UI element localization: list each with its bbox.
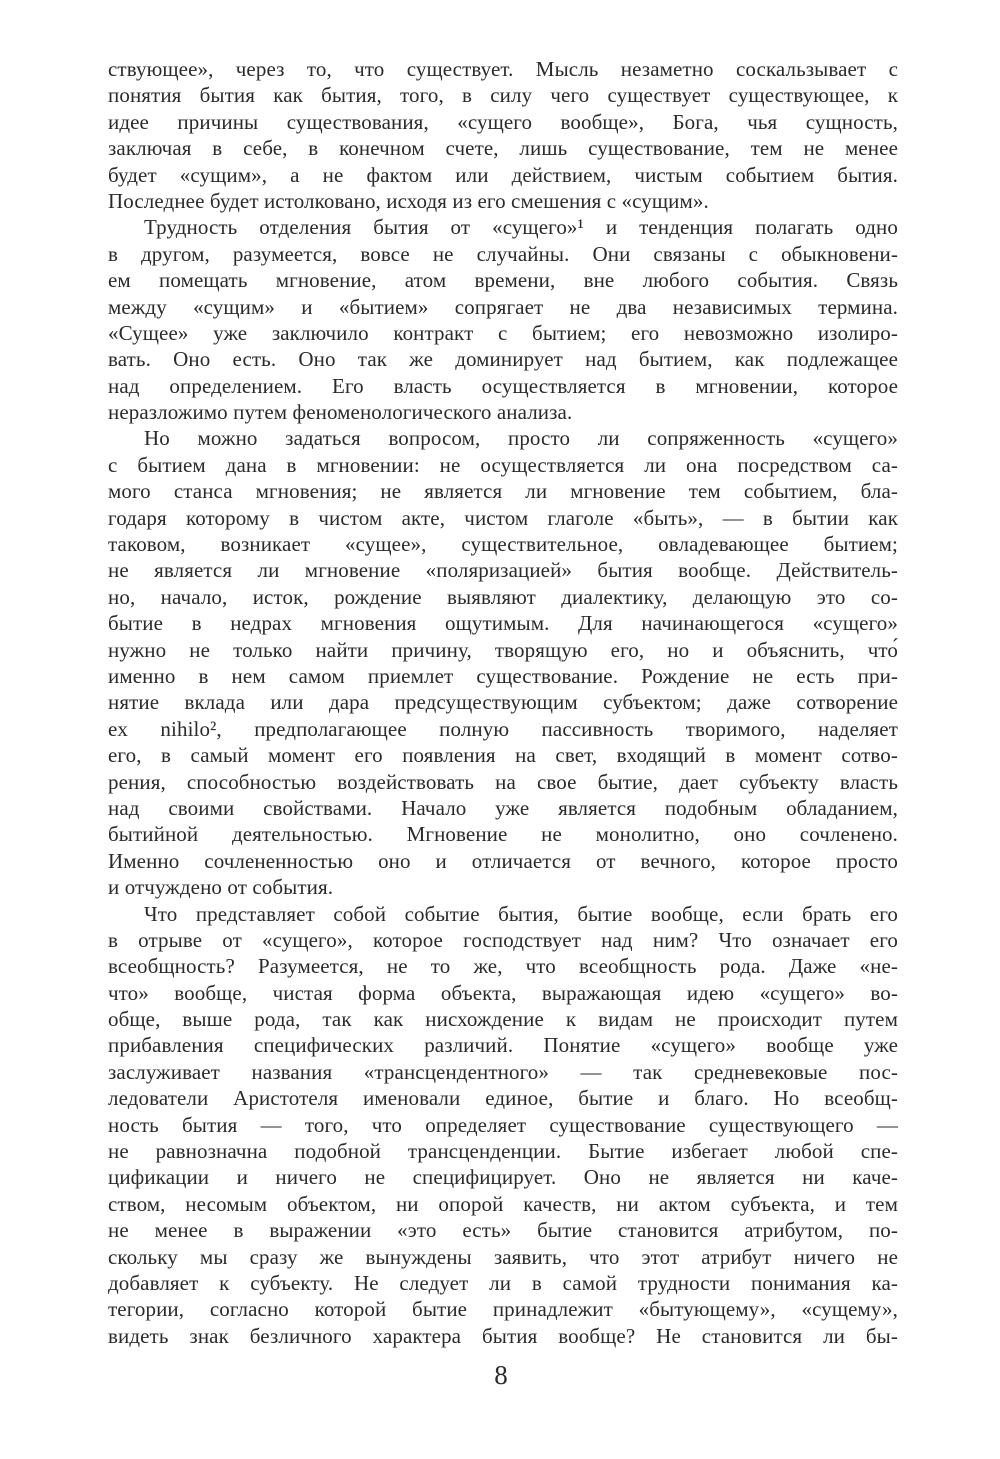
text-line: ствующее», через то, что существует. Мысль незаметно соскальзывает с <box>108 57 898 81</box>
page-text <box>108 56 898 1349</box>
text-line: Но можно задаться вопросом, просто ли сопряженность «сущего» <box>144 426 898 451</box>
text-line: ность бытия — того, что определяет существование существующего — <box>108 1112 898 1137</box>
text-line: таковом, возникает «сущее», существительное, овладевающее бытием; <box>108 532 898 557</box>
text-line: неразложимо путем феноменологического анализа. <box>108 400 573 425</box>
text-line: и отчуждено от события. <box>108 875 334 900</box>
text-line: в отрыве от «сущего», которое господствует над ним? Что означает его <box>108 927 898 952</box>
text-line: обще, выше рода, так как нисхождение к видам не происходит путем <box>108 1007 898 1032</box>
text-line: ством, несомым объектом, ни опорой качеств, ни актом субъекта, и тем <box>108 1191 898 1216</box>
text-line: над своими свойствами. Начало уже является подобным обладанием, <box>108 795 898 820</box>
text-line: мого станса мгновения; не является ли мгновение тем событием, бла- <box>108 479 898 504</box>
text-line: ex nihilo², предполагающее полную пассивность творимого, наделяет <box>108 716 898 741</box>
text-line: ледователи Аристотеля именовали единое, бытие и благо. Но всеобщ- <box>108 1086 898 1111</box>
text-line: ем помещать мгновение, атом времени, вне любого события. Связь <box>108 268 898 293</box>
text-line: не менее в выражении «это есть» бытие становится атрибутом, по- <box>108 1218 898 1243</box>
text-line: заключая в себе, в конечном счете, лишь существование, тем не менее <box>108 136 898 161</box>
paragraph-4 <box>108 901 898 1350</box>
text-line: видеть знак безличного характера бытия вообще? Не становится ли бы- <box>108 1323 898 1348</box>
text-line: всеобщность? Разумеется, не то же, что всеобщность рода. Даже «не- <box>108 954 898 979</box>
text-line: бытийной деятельностью. Мгновение не монолитно, оно сочленено. <box>108 822 898 847</box>
paragraph-1 <box>108 56 898 214</box>
text-line: годаря которому в чистом акте, чистом глаголе «быть», — в бытии как <box>108 505 898 530</box>
text-line: «Сущее» уже заключило контракт с бытием; его невозможно изолиро- <box>108 320 898 345</box>
text-line: над определением. Его власть осуществляется в мгновении, которое <box>108 373 898 398</box>
page-number <box>0 1360 1000 1391</box>
text-line: понятия бытия как бытия, того, в силу чего существует существующее, к <box>108 83 898 108</box>
text-line: скольку мы сразу же вынуждены заявить, что этот атрибут ничего не <box>108 1244 898 1269</box>
text-line: с бытием дана в мгновении: не осуществляется ли она посредством са- <box>108 452 898 477</box>
text-line: будет «сущим», а не фактом или действием, чистым событием бытия. <box>108 162 898 187</box>
text-line: тегории, согласно которой бытие принадлежит «бытующему», «сущему», <box>108 1297 898 1322</box>
text-line: что» вообще, чистая форма объекта, выражающая идею «сущего» во- <box>108 980 898 1005</box>
text-line: Именно сочлененностью оно и отличается от вечного, которое просто <box>108 848 898 873</box>
text-line: прибавления специфических различий. Понятие «сущего» вообще уже <box>108 1033 898 1058</box>
text-line: между «сущим» и «бытием» сопрягает не два независимых термина. <box>108 294 898 319</box>
text-line: рения, способностью воздействовать на свое бытие, дает субъекту власть <box>108 769 898 794</box>
text-line: Трудность отделения бытия от «сущего»¹ и тенденция полагать одно <box>144 215 898 240</box>
text-line: бытие в недрах мгновения ощутимым. Для начинающегося «сущего» <box>108 611 898 636</box>
text-line: Что представляет собой событие бытия, бытие вообще, если брать его <box>144 901 898 926</box>
text-line: Последнее будет истолковано, исходя из его смешения с «сущим». <box>108 188 709 213</box>
text-line: нятие вклада или дара предсуществующим субъектом; даже сотворение <box>108 690 898 715</box>
text-line: не равнозначна подобной трансценденции. Бытие избегает любой спе- <box>108 1139 898 1164</box>
text-line: его, в самый момент его появления на свет, входящий в момент сотво- <box>108 743 898 768</box>
text-line: заслуживает названия «трансцендентного» — так средневековые пос- <box>108 1059 898 1084</box>
text-line: нужно не только найти причину, творящую его, но и объяснить, что́ <box>108 637 898 662</box>
text-line: но, начало, исток, рождение выявляют диалектику, делающую это со- <box>108 584 898 609</box>
text-line: не является ли мгновение «поляризацией» бытия вообще. Действитель- <box>108 558 898 583</box>
page-number-text: 8 <box>494 1360 508 1390</box>
paragraph-2 <box>108 214 898 425</box>
text-line: цификации и ничего не специфицирует. Оно не является ни каче- <box>108 1165 898 1190</box>
text-line: вать. Оно есть. Оно так же доминирует над бытием, как подлежащее <box>108 347 898 372</box>
text-line: в другом, разумеется, вовсе не случайны. Они связаны с обыкновени- <box>108 241 898 266</box>
paragraph-3 <box>108 425 898 900</box>
text-line: идее причины существования, «сущего вообще», Бога, чья сущность, <box>108 109 898 134</box>
text-line: именно в нем самом приемлет существование. Рождение не есть при- <box>108 663 898 688</box>
text-line: добавляет к субъекту. Не следует ли в самой трудности понимания ка- <box>108 1270 898 1295</box>
